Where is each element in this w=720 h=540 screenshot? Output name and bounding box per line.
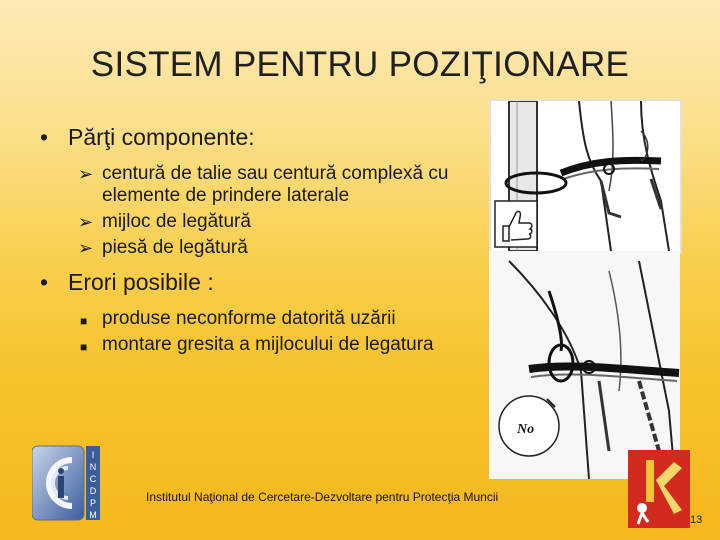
red-logo (628, 450, 690, 528)
list-item-text: produse neconforme datorită uzării (102, 308, 396, 329)
incorrect-usage-illustration (489, 251, 680, 479)
bullet-glyph: • (40, 269, 49, 295)
list-item-text: centură de talie sau centură complexă cu elemente de prindere laterale (102, 163, 449, 206)
svg-text:C: C (89, 474, 97, 484)
footer-institute: Institutul Naţional de Cercetare-Dezvoltare pentru Protecţia Muncii (146, 490, 499, 504)
no-stamp-icon (499, 396, 559, 456)
list-item (38, 334, 488, 356)
list-item-text: piesă de legătură (102, 237, 248, 258)
bullet-parts-text: Părţi componente: (68, 124, 255, 150)
svg-text:N: N (89, 462, 97, 472)
svg-text:I: I (91, 450, 95, 460)
bullet-glyph: • (40, 124, 49, 150)
arrow-bullet-icon: ➢ (78, 238, 94, 258)
bullet-errors (38, 269, 488, 296)
svg-text:P: P (89, 498, 97, 508)
thumbs-up-icon (495, 201, 537, 247)
bullet-errors-text: Erori posibile : (68, 269, 214, 295)
content-area (38, 124, 488, 360)
correct-usage-illustration (489, 99, 682, 253)
no-stamp-text: No (517, 422, 535, 437)
square-bullet-icon: ■ (80, 340, 88, 354)
list-item (38, 308, 488, 330)
incdpm-logo (32, 444, 102, 522)
list-item-text: montare gresita a mijlocului de legatura (102, 334, 434, 355)
arrow-bullet-icon: ➢ (78, 212, 94, 232)
list-item (38, 163, 488, 207)
page-number: 13 (690, 514, 703, 526)
svg-text:M: M (89, 510, 97, 520)
slide-title: SISTEM PENTRU POZIŢIONARE (90, 45, 630, 84)
svg-text:D: D (89, 486, 97, 496)
list-item (38, 237, 488, 259)
arrow-bullet-icon: ➢ (78, 164, 94, 184)
bullet-parts (38, 124, 488, 151)
square-bullet-icon: ■ (80, 314, 88, 328)
list-item (38, 211, 488, 233)
list-item-text: mijloc de legătură (102, 211, 251, 232)
